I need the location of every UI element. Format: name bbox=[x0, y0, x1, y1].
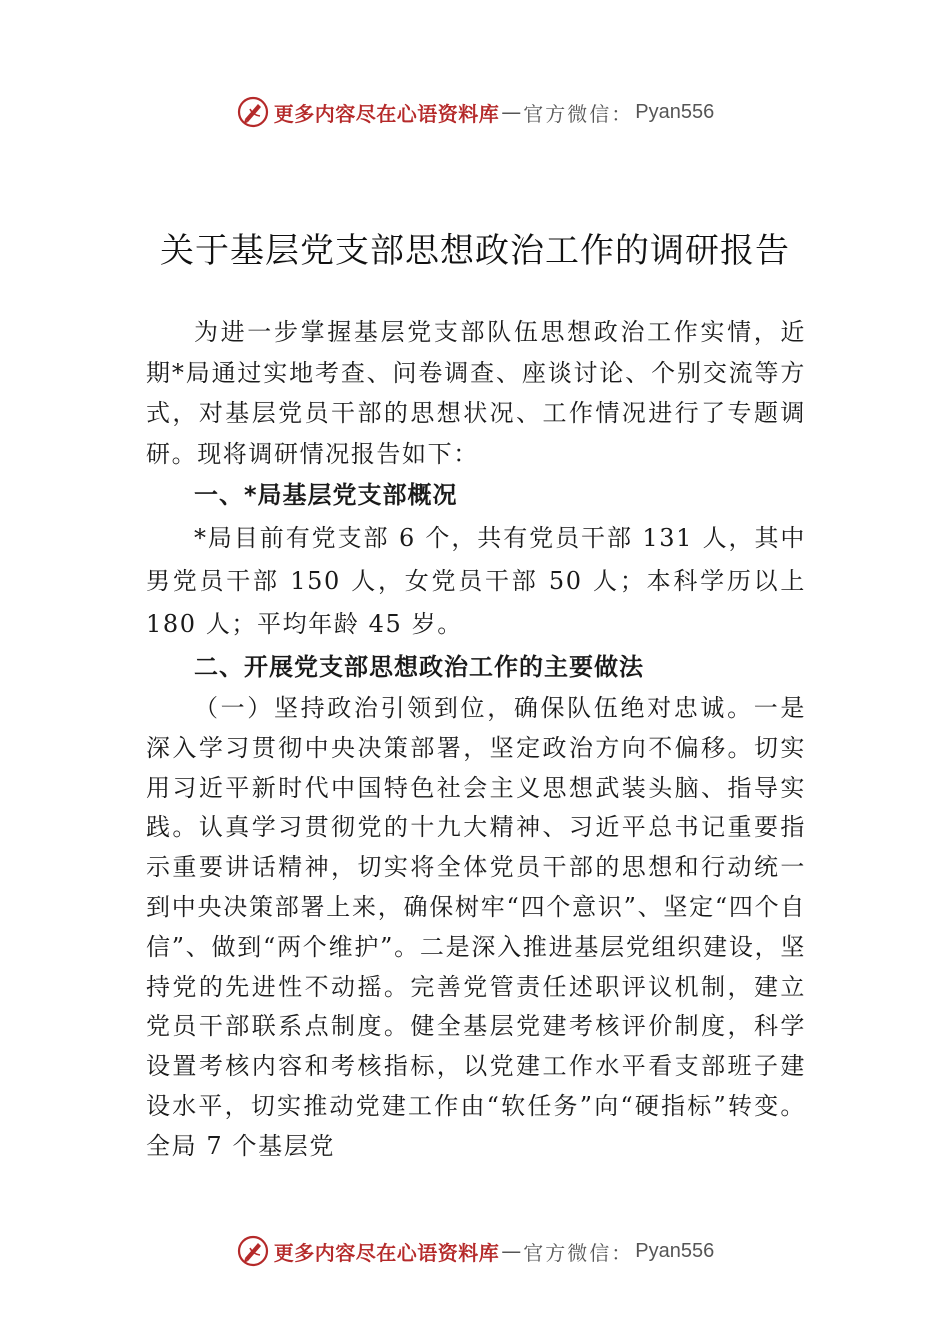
watermark-wechat-label: 官方微信： bbox=[523, 101, 634, 126]
document-title: 关于基层党支部思想政治工作的调研报告 bbox=[160, 230, 790, 271]
document-body bbox=[146, 312, 806, 1167]
intro-paragraph: 为进一步掌握基层党支部队伍思想政治工作实情，近期*局通过实地考查、问卷调查、座谈讨论、个别交流等方式，对基层党员干部的思想状况、工作情况进行了专题调研。现将调研情况报告如下： bbox=[146, 318, 806, 468]
watermark-wechat-id: Pyan556 bbox=[635, 1239, 715, 1262]
watermark-dash: — bbox=[501, 1239, 522, 1263]
watermark-brand: 更多内容尽在心语资料库 bbox=[273, 1240, 500, 1265]
watermark-brand: 更多内容尽在心语资料库 bbox=[273, 101, 500, 126]
section-1-heading: 一、*局基层党支部概况 bbox=[194, 481, 458, 509]
section-2-heading: 二、开展党支部思想政治工作的主要做法 bbox=[194, 653, 644, 681]
pen-seal-icon bbox=[236, 95, 270, 129]
watermark-wechat-id: Pyan556 bbox=[635, 100, 715, 123]
pen-seal-icon bbox=[236, 1234, 270, 1268]
watermark-wechat-label: 官方微信： bbox=[523, 1240, 634, 1265]
section-2-paragraph: （一）坚持政治引领到位，确保队伍绝对忠诚。一是深入学习贯彻中央决策部署，坚定政治方向不偏移。切实用习近平新时代中国特色社会主义思想武装头脑、指导实践。认真学习贯彻党的十九大精神、习近平总书记重要指示重要讲话精神，切实将全体党员干部的思想和行动统一到中央决策部署上来，确保树牢“四个意识”、坚定“四个自信”、做到“两个维护”。二是深入推进基层党组织建设，坚持党的先进性不动摇。完善党管责任述职评议机制，建立党员干部联系点制度。健全基层党建考核评价制度，科学设置考核内容和考核指标，以党建工作水平看支部班子建设水平，切实推动党建工作由“软任务”向“硬指标”转变。全局 7 个基层党 bbox=[146, 694, 806, 1160]
section-1-paragraph: *局目前有党支部 6 个，共有党员干部 131 人，其中男党员干部 150 人，女党员干部 50 人；本科学历以上 180 人；平均年龄 45 岁。 bbox=[146, 524, 806, 638]
header-watermark-banner bbox=[0, 92, 950, 132]
watermark-dash: — bbox=[501, 100, 522, 124]
footer-watermark-banner bbox=[0, 1231, 950, 1271]
